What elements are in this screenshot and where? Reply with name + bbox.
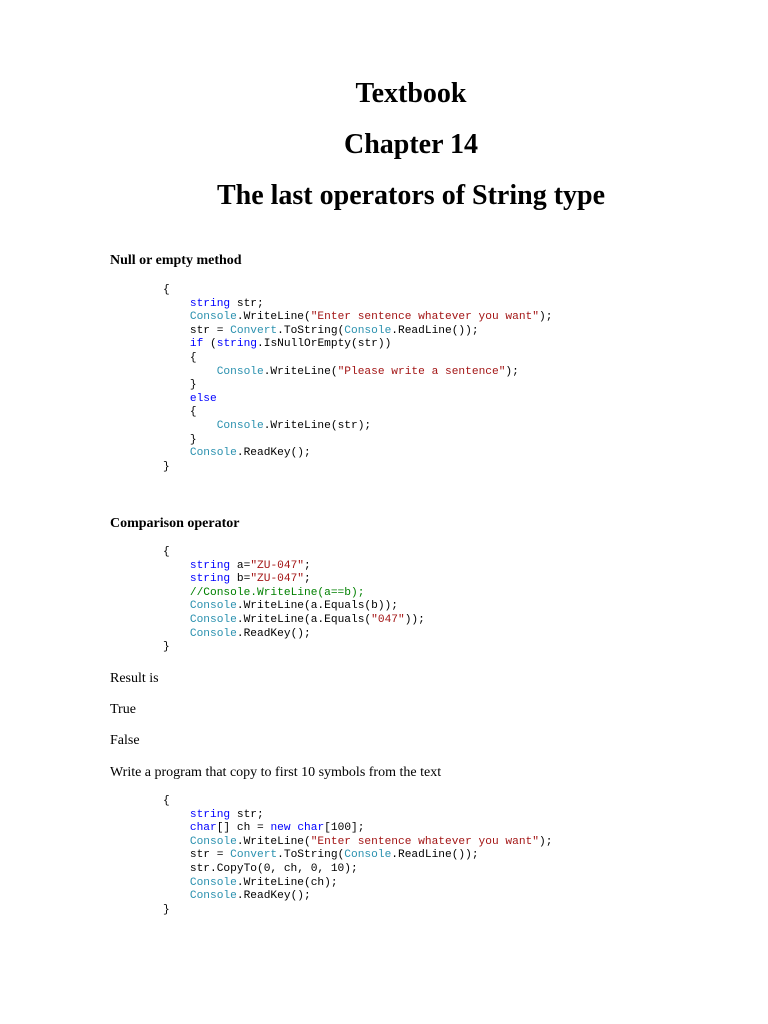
- code-line: }: [163, 460, 170, 473]
- title-topic: The last operators of String type: [216, 180, 606, 211]
- exercise-text: Write a program that copy to first 10 symbols from the text: [110, 765, 442, 780]
- result-true: True: [110, 702, 136, 717]
- code-line: {: [163, 284, 170, 296]
- code-line: }: [163, 379, 197, 392]
- code-line: Console.ReadKey();: [189, 447, 311, 460]
- heading-comparison-operator: Comparison operator: [110, 516, 240, 531]
- code-line: Console.WriteLine("Please write a sentence");: [216, 365, 519, 378]
- code-block-null-or-empty: [163, 284, 552, 474]
- code-line: Console.WriteLine("Enter sentence whatever you want");: [189, 311, 553, 324]
- result-label: Result is: [110, 671, 159, 686]
- code-line: string str;: [189, 808, 264, 821]
- code-line: string str;: [189, 297, 264, 310]
- code-line: {: [163, 795, 170, 807]
- code-line: string a="ZU-047";: [189, 559, 311, 572]
- title-textbook: Textbook: [355, 78, 467, 109]
- title-chapter: Chapter 14: [343, 129, 479, 160]
- code-line: if (string.IsNullOrEmpty(str)): [189, 338, 392, 351]
- code-line: Console.ReadKey();: [189, 627, 311, 640]
- code-line: str = Convert.ToString(Console.ReadLine());: [163, 849, 479, 862]
- code-line: string b="ZU-047";: [189, 573, 311, 586]
- heading-null-or-empty: Null or empty method: [110, 253, 242, 268]
- code-line: {: [163, 406, 197, 419]
- code-line: str.CopyTo(0, ch, 0, 10);: [163, 862, 358, 875]
- code-line: {: [163, 351, 197, 364]
- code-line: }: [163, 903, 170, 916]
- code-line: Console.ReadKey();: [189, 890, 311, 903]
- code-block-comparison: [163, 546, 425, 655]
- code-line: }: [163, 433, 197, 446]
- code-block-copyto: [163, 795, 552, 917]
- code-line: Console.WriteLine(a.Equals(b));: [189, 600, 398, 613]
- code-line: Console.WriteLine(a.Equals("047"));: [189, 613, 425, 626]
- code-line: str = Convert.ToString(Console.ReadLine());: [163, 324, 479, 337]
- code-line: Console.WriteLine(ch);: [189, 876, 338, 889]
- code-line: }: [163, 641, 170, 654]
- code-line: //Console.WriteLine(a==b);: [189, 586, 365, 599]
- code-line: else: [189, 392, 217, 405]
- title-block: [0, 68, 768, 221]
- code-line: char[] ch = new char[100];: [189, 822, 365, 835]
- code-line: Console.WriteLine("Enter sentence whatever you want");: [189, 835, 553, 848]
- result-false: False: [110, 733, 140, 748]
- code-line: Console.WriteLine(str);: [216, 419, 372, 432]
- code-line: {: [163, 546, 170, 558]
